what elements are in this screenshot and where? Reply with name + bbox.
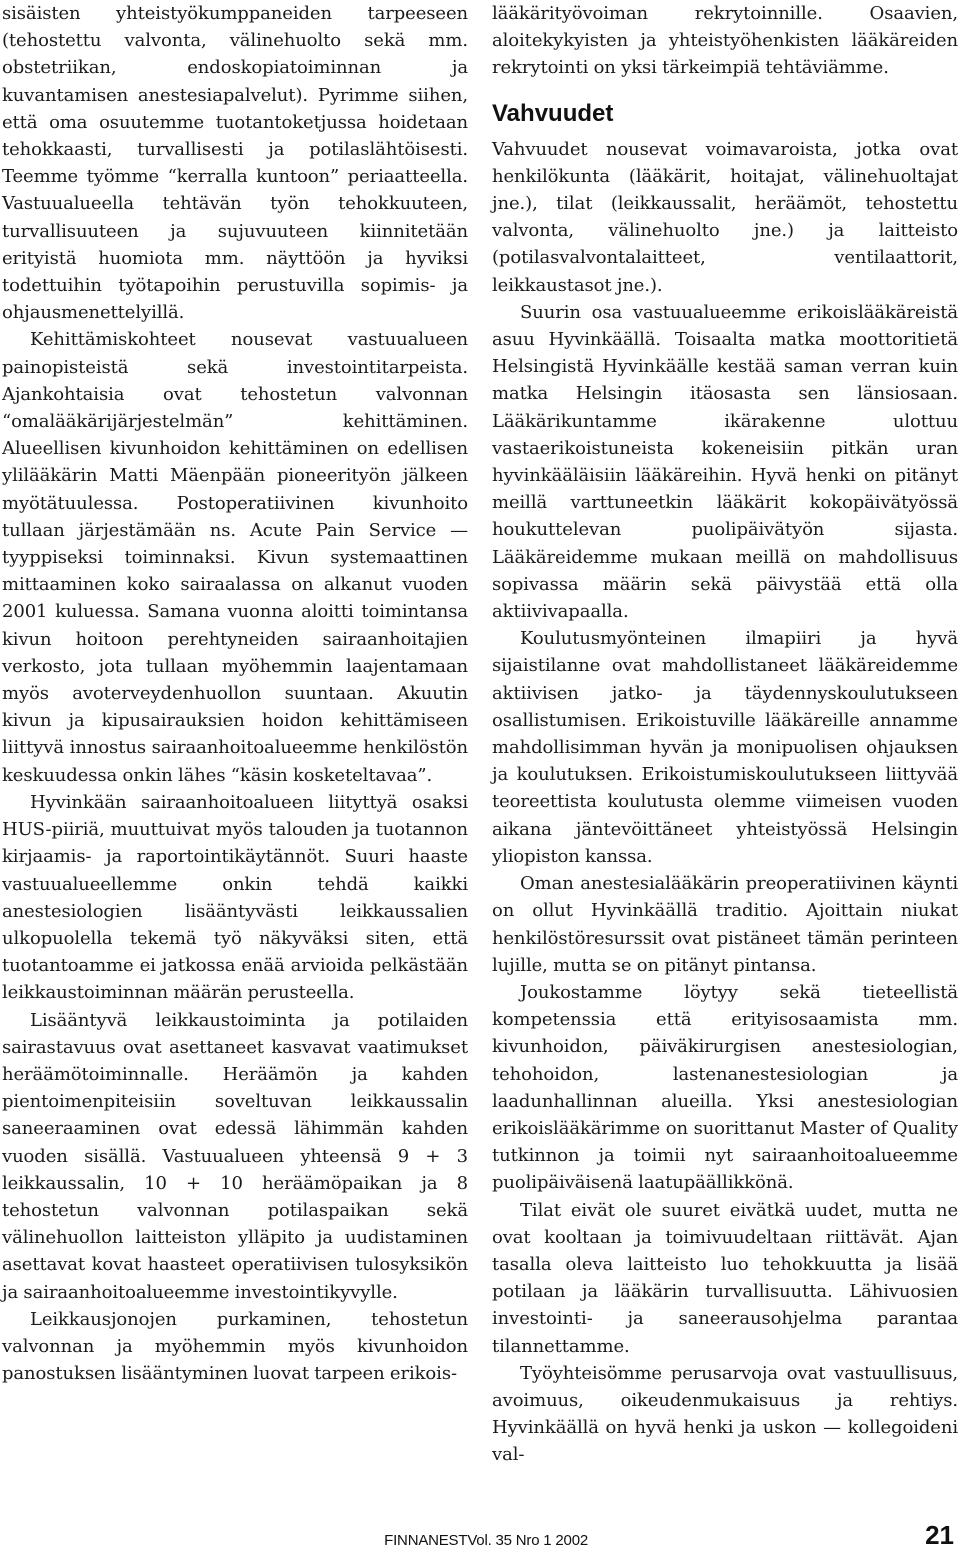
body-paragraph: Joukostamme löytyy sekä tieteellistä kompetenssia että erityisosaamista mm. kivunhoidon, päiväkirurgisen anestesiologian, tehohoidon, lastenanestesiologian ja laadunhallinnan alueilla. Yksi anestesiologian erikoislääkärimme on suorittanut Master of Quality tutkinnon ja toimii nyt sairaanhoitoalueemme puolipäiväisenä laatupäällikkönä. <box>492 981 958 1194</box>
body-paragraph: Leikkausjonojen purkaminen, tehostetun valvonnan ja myöhemmin myös kivunhoidon panostuksen lisääntyminen luovat tarpeen erikois- <box>2 1308 468 1385</box>
body-paragraph: Suurin osa vastuualueemme erikoislääkäreistä asuu Hyvinkäällä. Toisaalta matka moottoritietä Helsingistä Hyvinkäälle kestää saman verran kuin matka Helsingin itäosasta sen länsiosaan. Lääkärikuntamme ikärakenne ulottuu vastaerikoistuneista kokeneisiin pitkän uran hyvinkääläisiin lääkäreihin. Hyvä henki on pitänyt meillä varttuneetkin lääkärit kokopäivätyössä houkuttelevan puolipäivätyön sijasta. Lääkäreidemme mukaan meillä on mahdollisuus sopivassa määrin sekä päivystää että olla aktiivivapaalla. <box>492 301 958 623</box>
body-paragraph: lääkärityövoiman rekrytoinnille. Osaavien, aloitekykyisten ja yhteistyöhenkisten lääkäreiden rekrytointi on yksi tärkeimpiä tehtäviämme. <box>492 3 958 79</box>
body-paragraph: Koulutusmyönteinen ilmapiiri ja hyvä sijaistilanne ovat mahdollistaneet lääkäreidemme aktiivisen jatko- ja täydennyskoulutukseen osallistumisen. Erikoistuville lääkäreille annamme mahdollisimman hyvän ja monipuolisen ohjauksen ja koulutuksen. Erikoistumiskoulutukseen liittyvää teoreettista koulutusta olemme viimeisen vuoden aikana jäntevöittäneet yhteistyössä Helsingin yliopiston kanssa. <box>492 628 958 867</box>
page-number: 21 <box>925 1520 954 1550</box>
right-column <box>492 0 958 1469</box>
body-paragraph: Vahvuudet nousevat voimavaroista, jotka ovat henkilökunta (lääkärit, hoitajat, välinehuoltajat jne.), tilat (leikkaussalit, heräämöt, tehostettu valvonta, välinehuolto jne.) ja laitteisto (potilasvalvontalaitteet, ventilaattorit, leikkaustasot jne.). <box>492 138 958 296</box>
body-paragraph: Lisääntyvä leikkaustoiminta ja potilaiden sairastavuus ovat asettaneet kasvavat vaatimukset heräämötoiminnalle. Heräämön ja kahden pientoimenpiteisiin soveltuvan leikkaussalin saneeraaminen ovat edessä lähimmän kahden vuoden sisällä. Vastuualueen yhteensä 9 + 3 leikkaussalin, 10 + 10 heräämöpaikan ja 8 tehostetun valvonnan potilaspaikan sekä välinehuollon laitteiston ylläpito ja uudistaminen asettavat kovat haasteet operatiivisen tulosyksikön ja sairaanhoitoalueemme investointikyvylle. <box>2 1009 468 1303</box>
section-heading: Vahvuudet <box>492 99 614 127</box>
body-paragraph: sisäisten yhteistyökumppaneiden tarpeeseen (tehostettu valvonta, välinehuolto sekä mm. obstetriikan, endoskopiatoiminnan ja kuvantamisen anestesiapalvelut). Pyrimme siihen, että oma osuutemme tuotantoketjussa hoidetaan tehokkaasti, turvallisesti ja potilaslähtöisesti. Teemme työmme “kerralla kuntoon” periaatteella. Vastuualueella tehtävän työn tehokkuuteen, turvallisuuteen ja sujuvuuteen kiinnitetään erityistä huomiota mm. näyttöön ja hyviksi todettuihin työtapoihin perustuvilla sopimis- ja ohjausmenettelyillä. <box>2 3 468 324</box>
body-paragraph: Tilat eivät ole suuret eivätkä uudet, mutta ne ovat kooltaan ja toimivuudeltaan riittävät. Ajan tasalla oleva laitteisto luo tehokkuutta ja lisää potilaan ja lääkärin turvallisuutta. Lähivuosien investointi- ja saneerausohjelma parantaa tilannettamme. <box>492 1199 958 1357</box>
body-paragraph: Kehittämiskohteet nousevat vastuualueen painopisteistä sekä investointitarpeista. Ajankohtaisia ovat tehostetun valvonnan “omalääkärijärjestelmän” kehittäminen. Alueellisen kivunhoidon kehittäminen on edellisen ylilääkärin Matti Mäenpään pioneerityön jälkeen myötätuulessa. Postoperatiivinen kivunhoito tullaan järjestämään ns. Acute Pain Service — tyyppiseksi toiminnaksi. Kivun systemaattinen mittaaminen koko sairaalassa on alkanut vuoden 2001 kuluessa. Samana vuonna aloitti toimintansa kivun hoitoon perehtyneiden sairaanhoitajien verkosto, jota tullaan myöhemmin laajentamaan myös avoterveydenhuollon suuntaan. Akuutin kivun ja kipusairauksien hoidon kehittämiseen liittyvä innostus sairaanhoitoalueemme henkilöstön keskuudessa onkin lähes “käsin kosketeltavaa”. <box>2 329 468 786</box>
left-column <box>2 0 468 1387</box>
journal-reference: FINNANESTVol. 35 Nro 1 2002 <box>384 1532 588 1549</box>
body-paragraph: Oman anestesialääkärin preoperatiivinen käynti on ollut Hyvinkäällä traditio. Ajoittain niukat henkilöstöresurssit ovat pistäneet tämän perinteen lujille, mutta se on pitänyt pintansa. <box>492 873 958 976</box>
page-footer <box>0 1520 960 1560</box>
body-paragraph: Hyvinkään sairaanhoitoalueen liityttyä osaksi HUS-piiriä, muuttuivat myös talouden ja tuotannon kirjaamis- ja raportointikäytännöt. Suuri haaste vastuualueellemme onkin tehdä kaikki anestesiologien lisääntyvästi leikkaussalien ulkopuolella tekemä työ näkyväksi siten, että tuotantoamme ei jatkossa enää arvioida pelkästään leikkaustoiminnan määrän perusteella. <box>2 791 468 1004</box>
body-paragraph: Työyhteisömme perusarvoja ovat vastuullisuus, avoimuus, oikeudenmukaisuus ja rehtiys. Hyvinkäällä on hyvä henki ja uskon — kollegoideni val- <box>492 1362 958 1466</box>
